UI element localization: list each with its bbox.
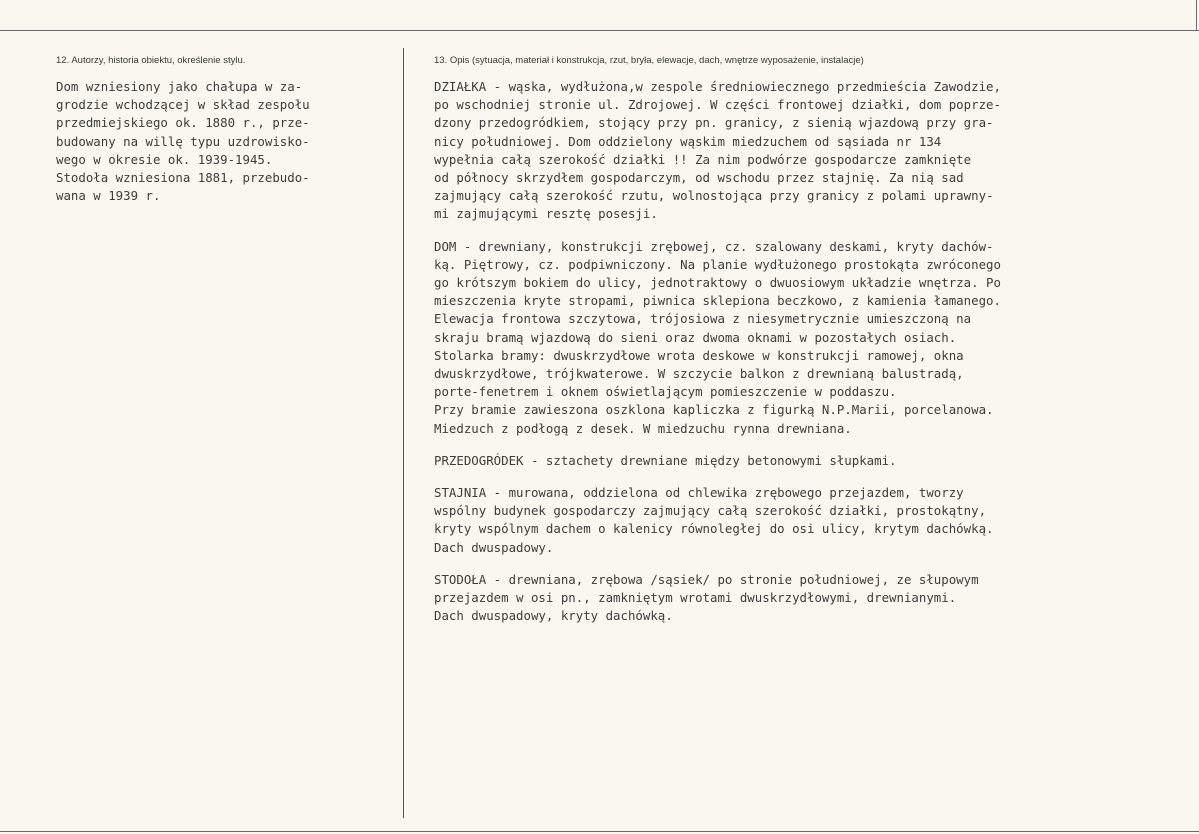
text-line: Dach dwuspadowy.	[434, 539, 554, 555]
text-line: STODOŁA - drewniana, zrębowa /sąsiek/ po stronie południowej, ze słupowym	[434, 571, 979, 587]
text-line: DOM - drewniany, konstrukcji zrębowej, cz. szalowany deskami, kryty dachów-	[434, 238, 994, 254]
text-line: przejazdem w osi pn., zamkniętym wrotami dwuskrzydłowymi, drewnianymi.	[434, 590, 957, 606]
text-line: budowany na willę typu uzdrowisko-	[56, 133, 310, 149]
text-line: przedmiejskiego ok. 1880 r., prze-	[56, 115, 310, 131]
top-rule	[0, 30, 1199, 31]
text-line: go krótszym bokiem do ulicy, jednotraktowy o dwuosiowym układzie wnętrza. Po	[434, 275, 1001, 291]
paragraph-stajnia	[434, 484, 1194, 557]
text-line: od północy skrzydłem gospodarczym, od wschodu przez stajnię. Za nią sad	[434, 170, 964, 186]
text-line: mieszczenia kryte stropami, piwnica sklepiona beczkowo, z kamienia łamanego.	[434, 293, 1001, 309]
history-text	[56, 78, 396, 205]
text-line: Miedzuch z podłogą z desek. W miedzuchu rynna drewniana.	[434, 420, 852, 436]
text-line: po wschodniej stronie ul. Zdrojowej. W części frontowej działki, dom poprze-	[434, 97, 1001, 113]
text-line: wspólny budynek gospodarczy zajmujący całą szerokość działki, prostokątny,	[434, 503, 987, 519]
text-line: wypełnia całą szerokość działki !! Za nim podwórze gospodarcze zamknięte	[434, 151, 972, 167]
text-line: Stodoła wzniesiona 1881, przebudo-	[56, 170, 310, 186]
column-divider	[403, 48, 404, 818]
text-line: skraju bramą wjazdową do sieni oraz dwoma oknami w pozostałych osiach.	[434, 329, 957, 345]
text-line: dzony przedogródkiem, stojący przy pn. granicy, z sienią wjazdową przy gra-	[434, 115, 994, 131]
paragraph-dzialka	[434, 78, 1194, 224]
text-line: Stolarka bramy: dwuskrzydłowe wrota deskowe w konstrukcji ramowej, okna	[434, 347, 964, 363]
text-line: dwuskrzydłowe, trójkwaterowe. W szczycie balkon z drewnianą balustradą,	[434, 366, 964, 382]
paragraph-dom	[434, 238, 1194, 438]
text-line: Przy bramie zawieszona oszklona kapliczka z figurką N.P.Marii, porcelanowa.	[434, 402, 994, 418]
text-line: zajmujący całą szerokość rzutu, wolnostojąca przy granicy z polami uprawny-	[434, 188, 994, 204]
text-line: PRZEDOGRÓDEK - sztachety drewniane między betonowymi słupkami.	[434, 452, 897, 468]
text-line: kryty wspólnym dachem o kalenicy równoległej do osi ulicy, krytym dachówką.	[434, 521, 994, 537]
text-line: ką. Piętrowy, cz. podpiwniczony. Na planie wydłużonego prostokąta zwróconego	[434, 256, 1001, 272]
text-line: STAJNIA - murowana, oddzielona od chlewika zrębowego przejazdem, tworzy	[434, 485, 964, 501]
text-line: wana w 1939 r.	[56, 188, 161, 204]
description-text	[434, 78, 1194, 625]
section-12-header: 12. Autorzy, historia obiektu, określenie stylu.	[56, 55, 246, 66]
right-edge-rule	[1196, 0, 1197, 30]
text-line: grodzie wchodzącej w skład zespołu	[56, 97, 310, 113]
text-line: nicy południowej. Dom oddzielony wąskim miedzuchem od sąsiada nr 134	[434, 133, 942, 149]
text-line: Dom wzniesiony jako chałupa w za-	[56, 79, 303, 94]
bottom-rule	[0, 831, 1199, 832]
text-line: porte-fenetrem i oknem oświetlającym pomieszczenie w poddaszu.	[434, 384, 897, 400]
text-line: DZIAŁKA - wąska, wydłużona,w zespole średniowiecznego przedmieścia Zawodzie,	[434, 79, 1001, 94]
section-13-header: 13. Opis (sytuacja, materiał i konstrukcja, rzut, bryła, elewacje, dach, wnętrze wyposażenie, instalacje)	[434, 55, 864, 66]
paragraph-stodola	[434, 571, 1194, 626]
text-line: Dach dwuspadowy, kryty dachówką.	[434, 608, 673, 624]
text-line: wego w okresie ok. 1939-1945.	[56, 151, 273, 167]
text-line: Elewacja frontowa szczytowa, trójosiowa z niesymetrycznie umieszczoną na	[434, 311, 972, 327]
paragraph-przedogrodek	[434, 452, 1194, 470]
text-line: mi zajmującymi resztę posesji.	[434, 206, 658, 222]
